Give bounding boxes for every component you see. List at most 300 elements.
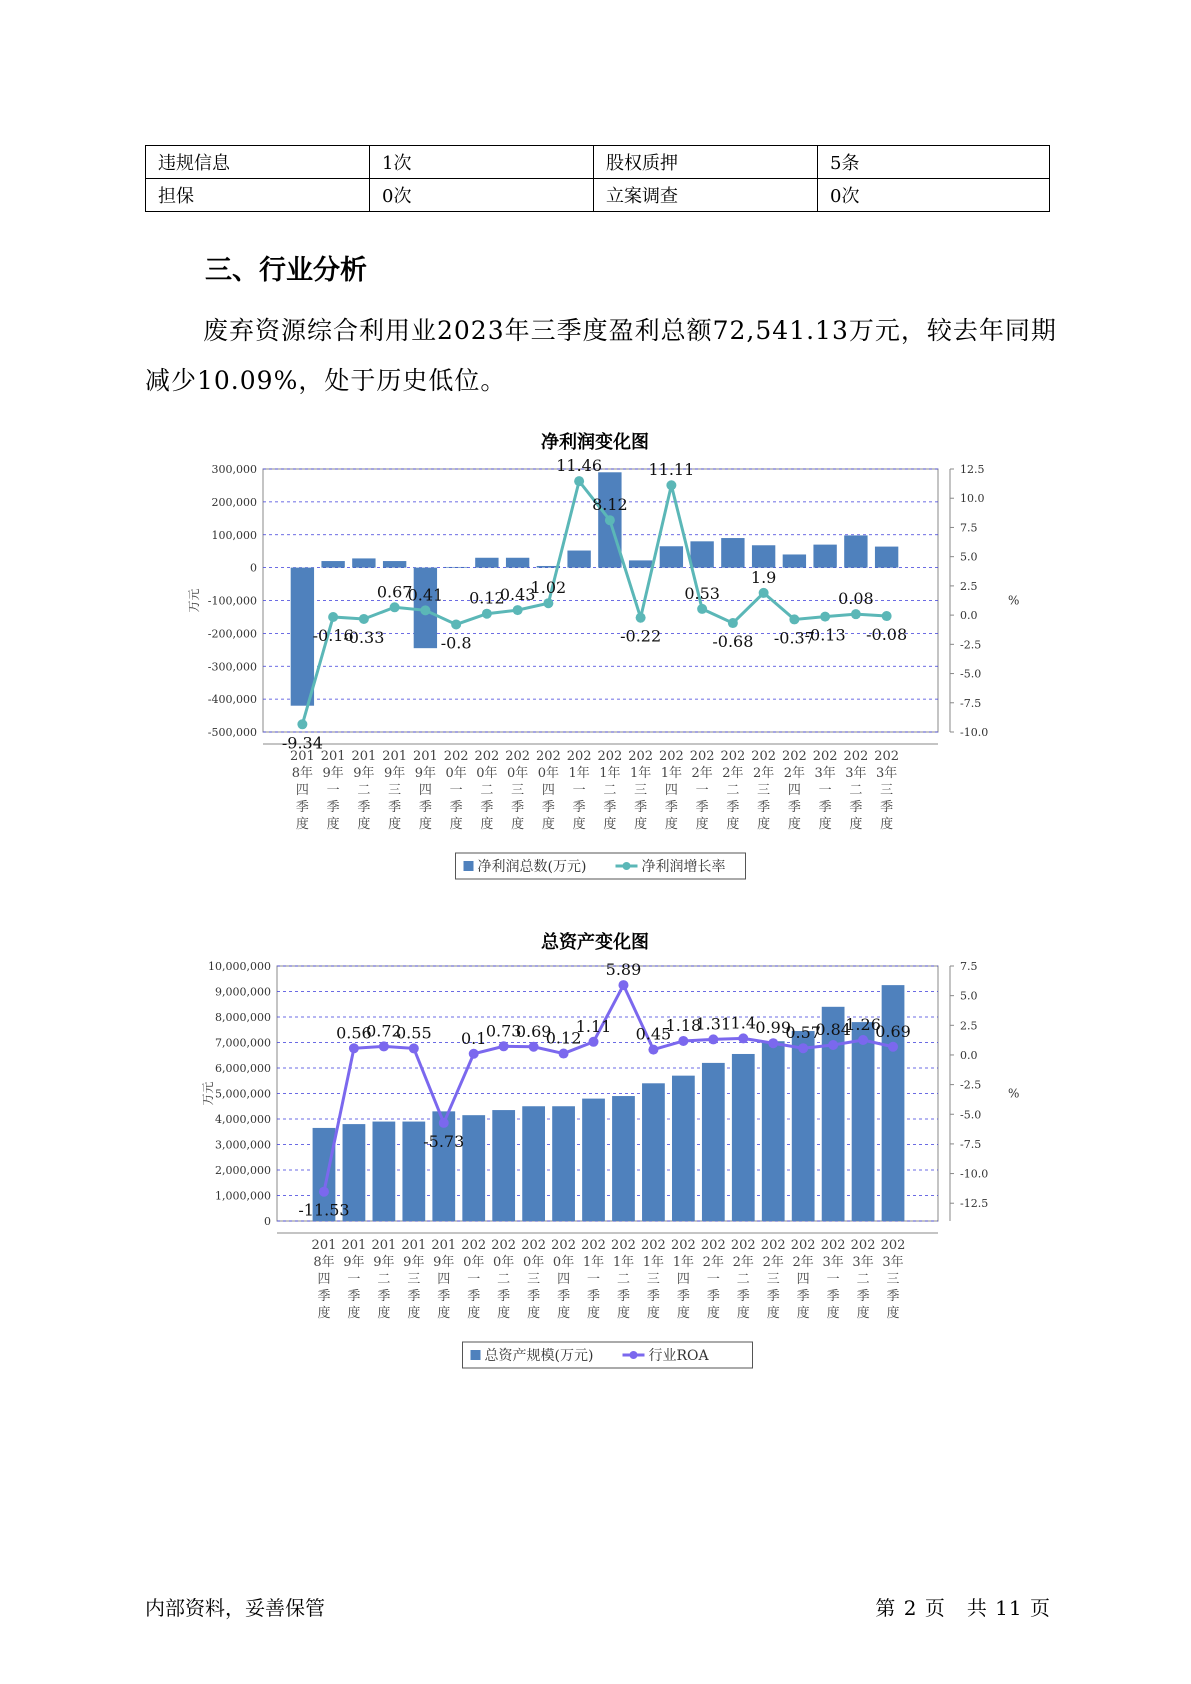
y2-tick-label: 5.0 [960, 989, 978, 1003]
line-point [648, 1045, 658, 1055]
bar [462, 1115, 485, 1221]
x-tick-label: 202 [790, 1238, 816, 1253]
x-tick-label: 度 [317, 1306, 331, 1321]
x-tick-label: 3年 [822, 1255, 844, 1270]
x-tick-label: 三 [634, 783, 648, 798]
data-label: 0.56 [336, 1023, 372, 1043]
y-tick-label: 6,000,000 [215, 1062, 271, 1075]
line-point [882, 611, 892, 621]
x-tick-label: 1年 [568, 766, 590, 781]
bar [522, 1106, 545, 1221]
x-tick-label: 季 [736, 1289, 750, 1304]
data-label: 0.08 [838, 589, 874, 609]
x-tick-label: 三 [880, 783, 894, 798]
bar [792, 1031, 815, 1221]
x-tick-label: 202 [730, 1238, 756, 1253]
x-tick-label: 1年 [629, 766, 652, 781]
x-tick-label: 0年 [522, 1255, 545, 1270]
line-point [708, 1034, 718, 1044]
x-tick-label: 度 [418, 817, 432, 832]
line-point [482, 609, 492, 619]
x-tick-label: 季 [818, 800, 832, 815]
x-tick-label: 一 [818, 783, 832, 798]
line-point [798, 1043, 808, 1053]
data-label: -0.08 [866, 625, 908, 645]
x-tick-label: 202 [843, 749, 869, 764]
footer-note: 内部资料，妥善保管 [145, 1596, 325, 1620]
data-label: 0.12 [469, 588, 505, 608]
bar [752, 545, 775, 567]
x-tick-label: 季 [388, 800, 402, 815]
x-tick-label: 度 [295, 817, 309, 832]
x-tick-label: 2年 [762, 1255, 784, 1270]
x-tick-label: 度 [467, 1306, 481, 1321]
x-tick-label: 四 [418, 783, 432, 798]
x-tick-label: 度 [766, 1306, 780, 1321]
table-cell: 违规信息 [146, 146, 370, 179]
x-tick-label: 季 [497, 1289, 511, 1304]
data-label: 0.12 [545, 1028, 582, 1048]
y2-tick-label: 2.5 [960, 1019, 978, 1033]
x-tick-label: 季 [826, 1289, 840, 1304]
x-tick-label: 四 [437, 1272, 451, 1287]
x-tick-label: 度 [572, 817, 586, 832]
x-tick-label: 3年 [852, 1255, 874, 1270]
x-tick-label: 202 [658, 749, 684, 764]
x-tick-label: 一 [449, 783, 463, 798]
x-tick-label: 度 [880, 817, 894, 832]
bar [552, 1106, 575, 1221]
x-tick-label: 9年 [373, 1255, 395, 1270]
y-tick-label: -200,000 [207, 627, 257, 641]
bar [629, 560, 652, 567]
x-tick-label: 度 [676, 1306, 690, 1321]
x-tick-label: 四 [796, 1272, 810, 1287]
table-cell: 0次 [818, 179, 1050, 212]
x-tick-label: 度 [818, 817, 832, 832]
x-tick-label: 3年 [882, 1255, 904, 1270]
line-point [738, 1033, 748, 1043]
legend-label: 净利润增长率 [641, 859, 726, 875]
x-tick-label: 202 [474, 749, 500, 764]
x-tick-label: 一 [826, 1272, 840, 1287]
x-tick-label: 1年 [582, 1255, 605, 1270]
x-tick-label: 3年 [875, 766, 898, 781]
x-tick-label: 度 [407, 1306, 421, 1321]
x-tick-label: 0年 [463, 1255, 485, 1270]
y2-tick-label: -10.0 [960, 1167, 989, 1181]
data-label: 0.84 [815, 1019, 851, 1039]
y-tick-label: 4,000,000 [215, 1113, 271, 1126]
x-tick-label: 201 [289, 749, 315, 764]
x-tick-label: 202 [720, 749, 746, 764]
y-tick-label: 2,000,000 [215, 1164, 271, 1177]
x-tick-label: 季 [787, 800, 801, 815]
data-label: -0.22 [620, 626, 662, 646]
line-point [439, 1118, 449, 1128]
table-row [146, 146, 1050, 179]
table-cell: 1次 [370, 146, 594, 179]
x-tick-label: 度 [437, 1306, 451, 1321]
x-tick-label: 三 [407, 1272, 421, 1287]
x-tick-label: 季 [480, 800, 494, 815]
x-tick-label: 四 [317, 1272, 331, 1287]
y-tick-label: 7,000,000 [215, 1036, 271, 1050]
x-tick-label: 度 [326, 817, 340, 832]
bar [352, 558, 375, 567]
x-tick-label: 季 [695, 800, 709, 815]
x-tick-label: 三 [886, 1272, 900, 1287]
x-tick-label: 2年 [752, 766, 775, 781]
x-tick-label: 9年 [383, 766, 406, 781]
x-tick-label: 201 [311, 1238, 337, 1253]
data-label: 0.99 [755, 1018, 792, 1038]
x-tick-label: 度 [587, 1306, 601, 1321]
x-tick-label: 季 [856, 1289, 870, 1304]
data-label: 0.1 [460, 1028, 487, 1048]
x-tick-label: 二 [480, 783, 494, 798]
x-tick-label: 季 [757, 800, 771, 815]
x-tick-label: 一 [326, 783, 340, 798]
y2-tick-label: 10.0 [960, 492, 985, 506]
x-tick-label: 202 [566, 749, 592, 764]
x-tick-label: 202 [880, 1238, 906, 1253]
x-tick-label: 0年 [476, 766, 498, 781]
bar [291, 568, 314, 706]
bar [690, 541, 713, 567]
y-tick-label: 200,000 [211, 495, 257, 509]
x-tick-label: 9年 [353, 766, 375, 781]
data-label: -0.16 [312, 625, 354, 645]
y2-tick-label: -10.0 [960, 726, 989, 739]
y2-tick-label: 5.0 [960, 550, 978, 564]
bar [783, 554, 806, 567]
x-tick-label: 三 [766, 1272, 780, 1287]
bar [582, 1099, 605, 1221]
y-tick-label: 10,000,000 [208, 960, 271, 973]
data-label: 5.89 [605, 960, 642, 980]
x-tick-label: 3年 [845, 766, 867, 781]
x-tick-label: 度 [616, 1306, 630, 1321]
x-tick-label: 季 [557, 1289, 571, 1304]
x-tick-label: 季 [572, 800, 586, 815]
x-tick-label: 202 [850, 1238, 876, 1253]
x-tick-label: 度 [787, 817, 801, 832]
data-label: 1.31 [695, 1014, 732, 1034]
y-tick-label: 1,000,000 [215, 1189, 271, 1203]
x-tick-label: 一 [467, 1272, 481, 1287]
x-tick-label: 四 [295, 783, 309, 798]
line-point [359, 614, 369, 624]
data-label: 11.11 [648, 460, 695, 480]
x-tick-label: 202 [760, 1238, 786, 1253]
x-tick-label: 季 [726, 800, 740, 815]
x-tick-label: 202 [535, 749, 561, 764]
x-tick-label: 四 [676, 1272, 690, 1287]
x-tick-label: 度 [726, 817, 740, 832]
y-tick-label: -400,000 [207, 693, 257, 707]
x-tick-label: 度 [757, 817, 771, 832]
bar [762, 1041, 785, 1221]
x-tick-label: 0年 [537, 766, 560, 781]
x-tick-label: 3年 [814, 766, 836, 781]
page-number: 第 2 页 共 11 页 [875, 1596, 1051, 1620]
x-tick-label: 201 [341, 1238, 367, 1253]
x-tick-label: 201 [351, 749, 377, 764]
line-point [678, 1036, 688, 1046]
x-tick-label: 季 [377, 1289, 391, 1304]
net-profit-chart [0, 455, 1191, 895]
x-tick-label: 0年 [445, 766, 467, 781]
x-tick-label: 三 [527, 1272, 541, 1287]
x-tick-label: 季 [886, 1289, 900, 1304]
x-tick-label: 201 [382, 749, 408, 764]
x-tick-label: 9年 [414, 766, 437, 781]
line-point [759, 588, 769, 598]
x-tick-label: 季 [706, 1289, 720, 1304]
y-tick-label: 5,000,000 [215, 1087, 271, 1101]
legend-swatch-bar [471, 1350, 481, 1360]
x-tick-label: 一 [347, 1272, 361, 1287]
x-tick-label: 二 [616, 1272, 630, 1287]
x-tick-label: 三 [388, 783, 402, 798]
x-tick-label: 202 [751, 749, 777, 764]
x-tick-label: 季 [766, 1289, 780, 1304]
table-cell: 5条 [818, 146, 1050, 179]
y-tick-label: -500,000 [207, 726, 257, 739]
y2-tick-label: 0.0 [960, 1048, 978, 1062]
bar [444, 567, 467, 568]
line-point [697, 604, 707, 614]
x-tick-label: 季 [634, 800, 648, 815]
legend-label: 行业ROA [648, 1348, 709, 1364]
x-tick-label: 度 [646, 1306, 660, 1321]
y2-tick-label: 7.5 [960, 960, 978, 973]
line-point [297, 719, 307, 729]
y-tick-label: 0 [264, 1215, 271, 1228]
x-tick-label: 202 [628, 749, 654, 764]
x-tick-label: 202 [551, 1238, 576, 1253]
bar [732, 1054, 755, 1221]
line-point [820, 612, 830, 622]
x-tick-label: 一 [695, 783, 709, 798]
x-tick-label: 202 [689, 749, 715, 764]
bar [852, 1022, 875, 1221]
bar [721, 538, 744, 568]
x-tick-label: 度 [557, 1306, 571, 1321]
x-tick-label: 二 [357, 783, 371, 798]
x-tick-label: 度 [449, 817, 463, 832]
x-tick-label: 度 [388, 817, 402, 832]
bar [702, 1063, 725, 1221]
x-tick-label: 度 [480, 817, 494, 832]
data-label: 0.57 [785, 1023, 821, 1043]
x-tick-label: 度 [736, 1306, 750, 1321]
table-row [146, 179, 1050, 212]
x-tick-label: 202 [700, 1238, 726, 1253]
bar [642, 1083, 665, 1221]
line-point [529, 1042, 539, 1052]
legend-swatch-point [630, 1351, 638, 1359]
bar [383, 561, 406, 568]
x-tick-label: 202 [443, 749, 469, 764]
x-tick-label: 2年 [722, 766, 744, 781]
data-label: 0.53 [684, 583, 720, 603]
x-tick-label: 201 [401, 1238, 427, 1253]
x-tick-label: 9年 [343, 1255, 365, 1270]
x-tick-label: 度 [849, 817, 863, 832]
y-tick-label: 0 [250, 561, 257, 575]
x-tick-label: 1年 [660, 766, 683, 781]
data-label: 0.72 [366, 1021, 402, 1041]
legend-label: 净利润总数(万元) [477, 859, 587, 875]
legend-swatch-bar [464, 861, 474, 871]
x-tick-label: 二 [603, 783, 617, 798]
data-label: 0.55 [396, 1023, 432, 1043]
legend-swatch-point [623, 862, 631, 870]
x-tick-label: 一 [706, 1272, 720, 1287]
bar [492, 1110, 515, 1221]
y-axis-label: 万元 [201, 1081, 215, 1106]
line-point [328, 612, 338, 622]
x-tick-label: 8年 [313, 1255, 335, 1270]
x-tick-label: 度 [695, 817, 709, 832]
data-label: 0.43 [499, 585, 536, 605]
x-tick-label: 度 [497, 1306, 511, 1321]
x-tick-label: 201 [320, 749, 346, 764]
data-label: 1.4 [730, 1013, 757, 1033]
section-heading: 三、行业分析 [205, 255, 367, 286]
x-tick-label: 二 [856, 1272, 870, 1287]
line-point [469, 1049, 479, 1059]
x-tick-label: 四 [664, 783, 678, 798]
x-tick-label: 二 [849, 783, 863, 798]
line-point [390, 602, 400, 612]
x-tick-label: 季 [587, 1289, 601, 1304]
x-tick-label: 季 [449, 800, 463, 815]
bar [321, 561, 344, 568]
line-point [636, 613, 646, 623]
data-label: -0.33 [343, 627, 385, 647]
table-cell: 立案调查 [594, 179, 818, 212]
x-tick-label: 二 [726, 783, 740, 798]
x-tick-label: 202 [581, 1238, 606, 1253]
line-point [858, 1035, 868, 1045]
bar [882, 985, 905, 1221]
x-tick-label: 度 [347, 1306, 361, 1321]
data-label: 0.45 [635, 1024, 672, 1044]
x-tick-label: 三 [646, 1272, 660, 1287]
x-tick-label: 9年 [403, 1255, 425, 1270]
x-tick-label: 1年 [599, 766, 621, 781]
x-tick-label: 2年 [702, 1255, 724, 1270]
chart-title: 净利润变化图 [541, 432, 649, 453]
x-tick-label: 季 [796, 1289, 810, 1304]
info-table [145, 145, 1050, 212]
x-tick-label: 202 [491, 1238, 517, 1253]
line-point [409, 1043, 419, 1053]
x-tick-label: 季 [511, 800, 525, 815]
data-label: -0.8 [440, 633, 472, 653]
x-tick-label: 度 [706, 1306, 720, 1321]
chart-title: 总资产变化图 [541, 932, 649, 953]
y2-tick-label: -7.5 [960, 1137, 982, 1151]
x-tick-label: 202 [781, 749, 807, 764]
x-tick-label: 202 [812, 749, 838, 764]
x-tick-label: 201 [431, 1238, 457, 1253]
data-label: -0.13 [804, 625, 846, 645]
data-label: 0.73 [485, 1021, 522, 1041]
line-point [789, 614, 799, 624]
table-cell: 0次 [370, 179, 594, 212]
bar [612, 1096, 635, 1221]
x-tick-label: 2年 [691, 766, 713, 781]
data-label: -0.68 [712, 632, 754, 652]
x-tick-label: 度 [603, 817, 617, 832]
x-tick-label: 2年 [792, 1255, 814, 1270]
x-tick-label: 季 [541, 800, 555, 815]
x-tick-label: 季 [357, 800, 371, 815]
table-cell: 股权质押 [594, 146, 818, 179]
bar [844, 535, 867, 567]
data-label: 8.12 [592, 495, 628, 515]
x-tick-label: 季 [437, 1289, 451, 1304]
x-tick-label: 二 [736, 1272, 750, 1287]
x-tick-label: 季 [616, 1289, 630, 1304]
y2-axis-label: % [1008, 593, 1020, 608]
x-tick-label: 季 [849, 800, 863, 815]
x-tick-label: 季 [418, 800, 432, 815]
y-tick-label: -300,000 [207, 660, 257, 674]
y-tick-label: 8,000,000 [215, 1011, 271, 1024]
x-tick-label: 度 [357, 817, 371, 832]
y2-tick-label: 0.0 [960, 609, 978, 623]
data-label: 0.67 [376, 582, 413, 602]
line-point [768, 1038, 778, 1048]
x-tick-label: 度 [664, 817, 678, 832]
x-tick-label: 2年 [783, 766, 806, 781]
bar [672, 1076, 695, 1221]
x-tick-label: 度 [541, 817, 555, 832]
y-tick-label: 3,000,000 [215, 1138, 271, 1152]
x-tick-label: 度 [527, 1306, 541, 1321]
bar [813, 545, 836, 568]
line-point [379, 1041, 389, 1051]
data-label: -5.73 [423, 1131, 465, 1151]
x-tick-label: 二 [497, 1272, 511, 1287]
line-point [589, 1037, 599, 1047]
x-tick-label: 度 [856, 1306, 870, 1321]
y2-axis-label: % [1008, 1086, 1020, 1101]
line-point [513, 605, 523, 615]
y2-tick-label: -2.5 [960, 1078, 982, 1092]
y2-tick-label: -5.0 [960, 667, 982, 681]
x-tick-label: 季 [407, 1289, 421, 1304]
y-tick-label: 9,000,000 [215, 985, 271, 999]
data-label: 1.26 [845, 1015, 881, 1035]
x-tick-label: 度 [796, 1306, 810, 1321]
line-point [559, 1049, 569, 1059]
x-tick-label: 1年 [612, 1255, 635, 1270]
line-point [499, 1041, 509, 1051]
data-label: -0.37 [773, 628, 815, 648]
x-tick-label: 201 [412, 749, 438, 764]
x-tick-label: 8年 [291, 766, 314, 781]
data-label: 11.46 [556, 456, 603, 476]
x-tick-label: 度 [511, 817, 525, 832]
line-point [319, 1187, 329, 1197]
line-point [618, 980, 628, 990]
